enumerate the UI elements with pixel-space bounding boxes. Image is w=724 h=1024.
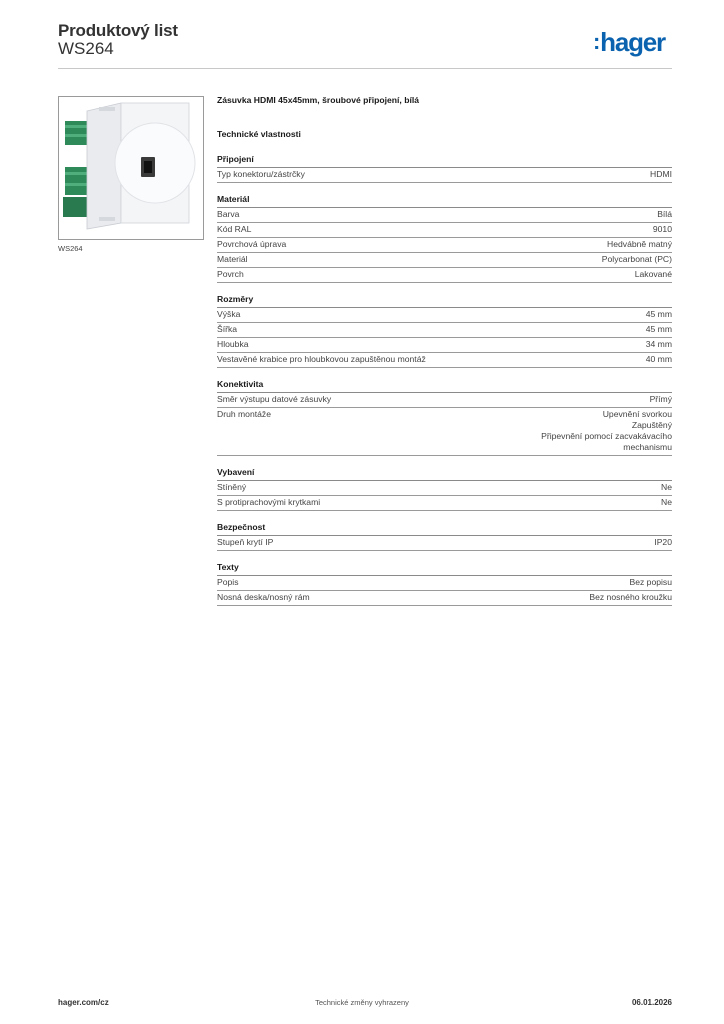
header-divider [58, 68, 672, 69]
spec-value-line: 40 mm [645, 354, 672, 364]
spec-value [661, 497, 672, 508]
spec-value-line: Přímý [649, 394, 672, 404]
spec-label: Hloubka [217, 339, 249, 349]
spec-label: Typ konektoru/zástrčky [217, 169, 305, 179]
spec-value-line: Lakované [634, 269, 672, 279]
spec-row [217, 238, 672, 253]
footer-website: hager.com/cz [58, 998, 109, 1007]
spec-row [217, 481, 672, 496]
spec-value-line: 45 mm [645, 324, 672, 334]
spec-value [589, 592, 672, 603]
section-title: Materiál [217, 194, 672, 208]
product-code: WS264 [58, 39, 114, 58]
spec-row [217, 353, 672, 368]
spec-row [217, 208, 672, 223]
spec-value-line: mechanismu [623, 442, 672, 452]
spec-row [217, 408, 672, 456]
spec-row [217, 253, 672, 268]
hager-logo: :hager [593, 27, 665, 57]
logo-text: hager [600, 27, 665, 57]
spec-value [607, 239, 672, 250]
spec-value [654, 537, 672, 548]
spec-label: Stupeň krytí IP [217, 537, 274, 547]
spec-value-line: Polycarbonat (PC) [601, 254, 672, 264]
image-caption: WS264 [58, 244, 83, 253]
spec-value-line: 34 mm [645, 339, 672, 349]
spec-label: Materiál [217, 254, 248, 264]
spec-value-line: Bílá [657, 209, 672, 219]
spec-row [217, 338, 672, 353]
spec-label: S protiprachovými krytkami [217, 497, 321, 507]
spec-row [217, 308, 672, 323]
spec-label: Šířka [217, 324, 238, 334]
spec-row [217, 576, 672, 591]
spec-value [653, 224, 672, 235]
spec-value [646, 354, 672, 365]
spec-row [217, 323, 672, 338]
spec-section [217, 467, 672, 511]
footer-date: 06.01.2026 [631, 998, 672, 1007]
spec-row [217, 536, 672, 551]
spec-label: Výška [217, 309, 241, 319]
spec-value [635, 269, 672, 280]
spec-row [217, 223, 672, 238]
spec-row [217, 393, 672, 408]
product-description: Zásuvka HDMI 45x45mm, šroubové připojení, bílá [217, 95, 420, 105]
tech-properties-heading: Technické vlastnosti [217, 129, 301, 139]
hdmi-socket-image [59, 97, 203, 239]
section-title: Texty [217, 562, 672, 576]
footer-notice: Technické změny vyhrazeny [315, 998, 409, 1007]
spec-value-line: Zapuštěný [631, 420, 672, 430]
spec-label: Nosná deska/nosný rám [217, 592, 310, 602]
spec-value [541, 409, 672, 453]
spec-value-line: HDMI [650, 169, 672, 179]
spec-content [217, 92, 672, 606]
spec-value [646, 309, 672, 320]
spec-row [217, 168, 672, 183]
spec-value [650, 169, 672, 180]
spec-value [646, 339, 672, 350]
spec-section [217, 294, 672, 368]
spec-label: Barva [217, 209, 240, 219]
spec-value-line: 9010 [652, 224, 672, 234]
spec-value-line: 45 mm [645, 309, 672, 319]
spec-label: Směr výstupu datové zásuvky [217, 394, 332, 404]
spec-section [217, 379, 672, 456]
spec-label: Vestavěné krabice pro hloubkovou zapuštěnou montáž [217, 354, 426, 364]
spec-value-line: Připevnění pomocí zacvakávacího [541, 431, 672, 441]
spec-sections [217, 154, 672, 606]
spec-value-line: Hedvábně matný [607, 239, 672, 249]
spec-value-line: Bez nosného kroužku [589, 592, 672, 602]
spec-row [217, 268, 672, 283]
section-title: Bezpečnost [217, 522, 672, 536]
spec-section [217, 522, 672, 551]
spec-label: Povrchová úprava [217, 239, 287, 249]
spec-section [217, 154, 672, 183]
spec-label: Stíněný [217, 482, 247, 492]
spec-value-line: Ne [661, 497, 672, 507]
spec-section [217, 194, 672, 283]
page-title: Produktový list [58, 21, 178, 40]
spec-value-line: Upevnění svorkou [602, 409, 672, 419]
spec-value [646, 324, 672, 335]
spec-label: Povrch [217, 269, 244, 279]
section-title: Vybavení [217, 467, 672, 481]
spec-label: Popis [217, 577, 239, 587]
spec-value [650, 394, 672, 405]
spec-value [629, 577, 672, 588]
spec-label: Kód RAL [217, 224, 252, 234]
spec-value [657, 209, 672, 220]
spec-label: Druh montáže [217, 409, 271, 419]
section-title: Rozměry [217, 294, 672, 308]
product-image [58, 96, 204, 240]
section-title: Konektivita [217, 379, 672, 393]
spec-value [661, 482, 672, 493]
spec-value-line: Ne [661, 482, 672, 492]
spec-row [217, 591, 672, 606]
spec-value-line: IP20 [654, 537, 672, 547]
spec-value [602, 254, 672, 265]
spec-value-line: Bez popisu [629, 577, 672, 587]
spec-section [217, 562, 672, 606]
section-title: Připojení [217, 154, 672, 168]
spec-row [217, 496, 672, 511]
